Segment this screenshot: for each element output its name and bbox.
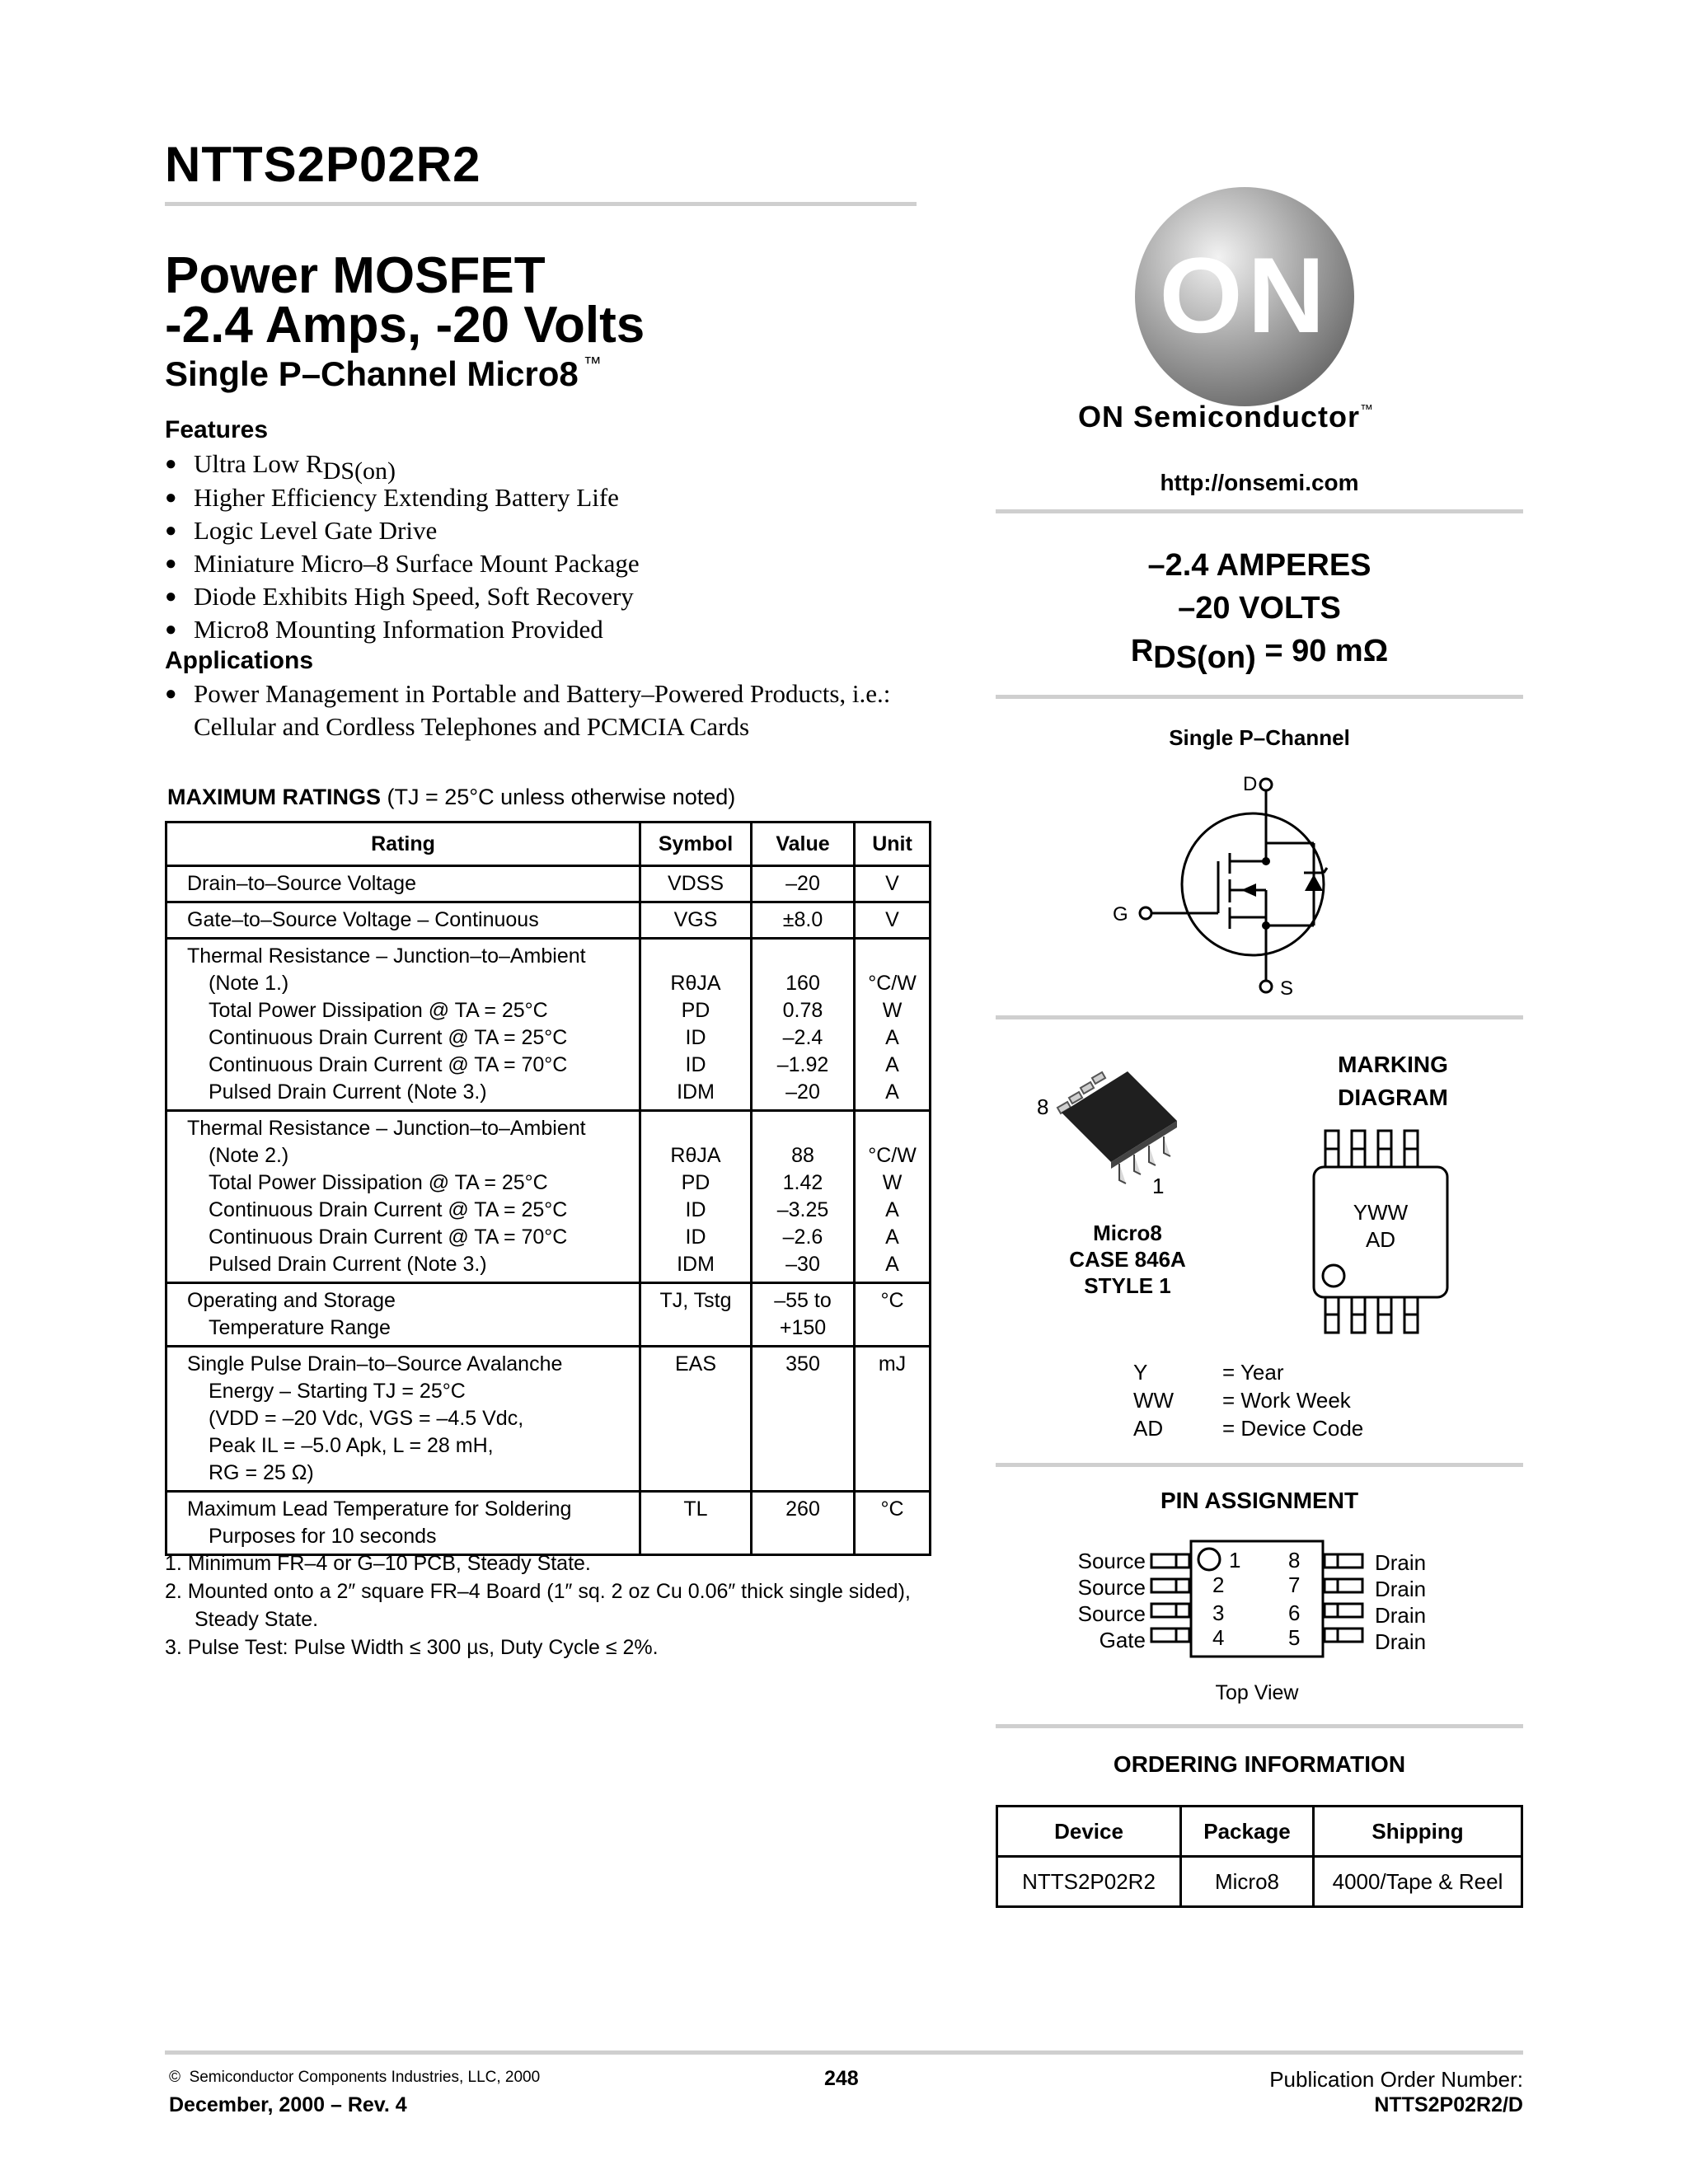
unit-cell: °C/W W A A A <box>855 939 931 1111</box>
publication-number: NTTS2P02R2/D <box>1374 2093 1523 2116</box>
table-row <box>997 1857 1522 1907</box>
table-row <box>166 1111 931 1283</box>
marking-diagram-title: MARKING DIAGRAM <box>1338 1052 1448 1110</box>
svg-text:5: 5 <box>1288 1625 1301 1650</box>
feature-item: ● Miniature Micro–8 Surface Mount Package <box>165 547 640 580</box>
top-view-label: Top View <box>1215 1681 1299 1704</box>
rating-cell: Gate–to–Source Voltage – Continuous <box>166 902 640 939</box>
svg-text:1: 1 <box>1229 1548 1241 1572</box>
ordering-header-row <box>997 1807 1522 1857</box>
features-heading: Features <box>165 416 269 443</box>
application-item: ● Power Management in Portable and Battery–Powered Products, i.e.: Cellular and Cordless Telephones and PCMCIA Cards <box>165 677 956 743</box>
symbol-cell: TL <box>640 1492 752 1555</box>
max-ratings-table <box>165 821 931 1556</box>
symbol-cell: RθJA PD ID ID IDM <box>640 939 752 1111</box>
pin-left-labels: Source Source Source Gate <box>1077 1549 1146 1652</box>
unit-cell: °C <box>855 1283 931 1347</box>
shipping-cell: 4000/Tape & Reel <box>1314 1857 1522 1907</box>
value-cell: –55 to +150 <box>752 1283 855 1347</box>
svg-text:AD: AD <box>1365 1227 1396 1252</box>
pin-assignment-diagram <box>1150 1538 1372 1661</box>
unit-cell: mJ <box>855 1347 931 1492</box>
col-symbol-header: Symbol <box>640 823 752 866</box>
right-rule <box>996 695 1523 699</box>
col-unit-header: Unit <box>855 823 931 866</box>
applications-heading: Applications <box>165 647 314 674</box>
table-row <box>166 1347 931 1492</box>
note-item: 1. Minimum FR–4 or G–10 PCB, Steady State. <box>165 1552 591 1575</box>
symbol-cell: VGS <box>640 902 752 939</box>
header-rule <box>165 202 917 206</box>
col-rating-header: Rating <box>166 823 640 866</box>
svg-text:2: 2 <box>1212 1572 1225 1597</box>
feature-item: ● Diode Exhibits High Speed, Soft Recovery <box>165 580 640 613</box>
svg-text:3: 3 <box>1212 1601 1225 1625</box>
table-row <box>166 1492 931 1555</box>
summary-voltage: –20 VOLTS <box>1178 591 1341 626</box>
package-cell: Micro8 <box>1181 1857 1314 1907</box>
pin-right-labels: Drain Drain Drain Drain <box>1375 1550 1427 1654</box>
symbol-cell: VDSS <box>640 866 752 902</box>
col-value-header: Value <box>752 823 855 866</box>
svg-text:YWW: YWW <box>1353 1200 1409 1225</box>
right-rule <box>996 1015 1523 1019</box>
right-rule <box>996 1463 1523 1467</box>
notes-list <box>165 1549 931 1661</box>
micro8-package-image <box>1037 1063 1218 1195</box>
note-item: 2. Mounted onto a 2″ square FR–4 Board (1″ sq. 2 oz Cu 0.06″ thick single sided), Steady State. <box>165 1580 911 1631</box>
ordering-table <box>996 1805 1523 1908</box>
table-header-row <box>166 823 931 866</box>
value-cell: –20 <box>752 866 855 902</box>
title-line-1: Power MOSFET <box>165 247 546 304</box>
svg-text:D: D <box>1243 773 1258 795</box>
marking-legend: Y = Year WW = Work Week AD = Device Code <box>1133 1360 1364 1441</box>
device-cell: NTTS2P02R2 <box>997 1857 1181 1907</box>
svg-text:4: 4 <box>1212 1625 1225 1650</box>
schematic-title: Single P–Channel <box>1169 725 1350 750</box>
col-package-header: Package <box>1181 1807 1314 1857</box>
value-cell: 160 0.78 –2.4 –1.92 –20 <box>752 939 855 1111</box>
marking-diagram <box>1311 1127 1451 1338</box>
mosfet-schematic <box>1113 771 1409 1005</box>
feature-item: ● Micro8 Mounting Information Provided <box>165 613 640 646</box>
copyright: © Semiconductor Components Industries, LLC, 2000 <box>169 2069 541 2086</box>
symbol-cell: RθJA PD ID ID IDM <box>640 1111 752 1283</box>
unit-cell: °C <box>855 1492 931 1555</box>
table-row <box>166 866 931 902</box>
unit-cell: °C/W W A A A <box>855 1111 931 1283</box>
revision-date: December, 2000 – Rev. 4 <box>169 2093 407 2116</box>
svg-text:8: 8 <box>1037 1094 1049 1119</box>
summary-rds: RDS(on) = 90 mΩ <box>1130 634 1389 675</box>
col-device-header: Device <box>997 1807 1181 1857</box>
subtitle: Single P–Channel Micro8 ™ <box>165 353 602 393</box>
part-number: NTTS2P02R2 <box>165 137 481 192</box>
symbol-cell: TJ, Tstg <box>640 1283 752 1347</box>
ordering-info-title: ORDERING INFORMATION <box>1113 1751 1406 1777</box>
feature-item: ● Logic Level Gate Drive <box>165 514 640 547</box>
value-cell: 260 <box>752 1492 855 1555</box>
rating-cell: Operating and Storage Temperature Range <box>166 1283 640 1347</box>
svg-text:1: 1 <box>1152 1174 1165 1195</box>
publication-label: Publication Order Number: <box>1269 2067 1523 2092</box>
trademark-symbol: ™ <box>583 353 602 373</box>
on-logo <box>1133 185 1356 408</box>
website-link[interactable]: http://onsemi.com <box>1160 470 1359 495</box>
pin-assignment-title: PIN ASSIGNMENT <box>1160 1488 1359 1513</box>
rating-cell: Drain–to–Source Voltage <box>166 866 640 902</box>
svg-text:ON: ON <box>1159 235 1330 355</box>
summary-current: –2.4 AMPERES <box>1147 548 1372 583</box>
svg-text:S: S <box>1280 977 1294 1000</box>
value-cell: 88 1.42 –3.25 –2.6 –30 <box>752 1111 855 1283</box>
value-cell: 350 <box>752 1347 855 1492</box>
right-rule <box>996 509 1523 513</box>
rating-cell: Maximum Lead Temperature for Soldering Purposes for 10 seconds <box>166 1492 640 1555</box>
package-label: Micro8 CASE 846A STYLE 1 <box>1069 1221 1186 1298</box>
unit-cell: V <box>855 866 931 902</box>
value-cell: ±8.0 <box>752 902 855 939</box>
feature-item: ● Higher Efficiency Extending Battery Life <box>165 481 640 514</box>
right-rule <box>996 1724 1523 1728</box>
unit-cell: V <box>855 902 931 939</box>
title-line-2: -2.4 Amps, -20 Volts <box>165 297 645 354</box>
table-row <box>166 1283 931 1347</box>
table-row <box>166 939 931 1111</box>
applications-list <box>165 677 956 743</box>
table-row <box>166 902 931 939</box>
feature-item: ● Ultra Low RDS(on) <box>165 448 640 481</box>
max-ratings-heading: MAXIMUM RATINGS (TJ = 25°C unless otherwise noted) <box>167 785 736 809</box>
summary-block <box>996 544 1523 673</box>
rating-cell: Single Pulse Drain–to–Source Avalanche Energy – Starting TJ = 25°C (VDD = –20 Vdc, VGS = –4.5 Vdc, Peak IL = –5.0 Apk, L = 28 mH, RG = 25 Ω) <box>166 1347 640 1492</box>
svg-text:8: 8 <box>1288 1548 1301 1572</box>
brand-name: ON Semiconductor™ <box>1078 400 1375 434</box>
features-list <box>165 448 640 646</box>
note-item: 3. Pulse Test: Pulse Width ≤ 300 µs, Duty Cycle ≤ 2%. <box>165 1636 659 1659</box>
footer-rule <box>165 2050 1523 2055</box>
svg-text:G: G <box>1113 903 1128 926</box>
symbol-cell: EAS <box>640 1347 752 1492</box>
svg-text:7: 7 <box>1288 1572 1301 1597</box>
svg-text:6: 6 <box>1288 1601 1301 1625</box>
col-shipping-header: Shipping <box>1314 1807 1522 1857</box>
rating-cell: Thermal Resistance – Junction–to–Ambient (Note 1.) Total Power Dissipation @ TA = 25°C Continuous Drain Current @ TA = 25°C Continuous Drain Current @ TA = 70°C Pulsed Drain Current (Note 3.) <box>166 939 640 1111</box>
page-number: 248 <box>824 2067 859 2090</box>
rating-cell: Thermal Resistance – Junction–to–Ambient (Note 2.) Total Power Dissipation @ TA = 25°C Continuous Drain Current @ TA = 25°C Continuous Drain Current @ TA = 70°C Pulsed Drain Current (Note 3.) <box>166 1111 640 1283</box>
